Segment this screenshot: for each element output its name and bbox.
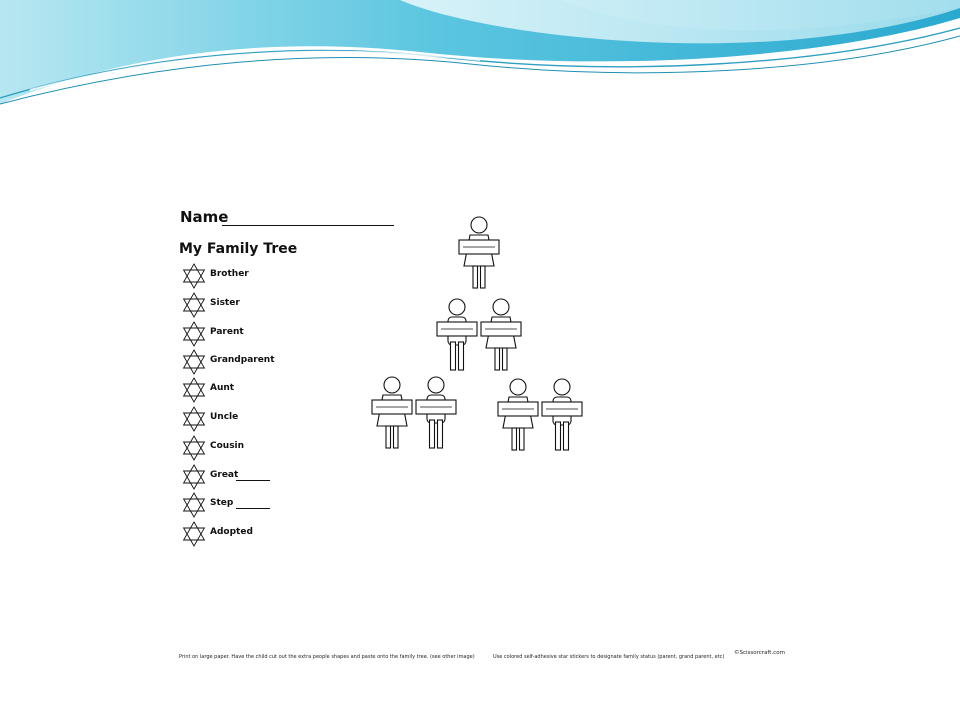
female-figure-icon: [497, 376, 539, 454]
star-of-david-icon: [180, 291, 208, 319]
star-of-david-icon: [180, 520, 208, 548]
name-blank-line: [222, 225, 394, 226]
star-of-david-icon: [180, 405, 208, 433]
name-label: Name: [180, 208, 229, 226]
legend-label: Cousin: [210, 441, 245, 451]
legend-label: Parent: [210, 327, 244, 337]
female-figure-icon: [480, 296, 522, 374]
legend-blank-line: [236, 480, 270, 481]
legend-label: Step: [210, 498, 234, 508]
female-figure-icon: [371, 374, 413, 452]
legend-label: Uncle: [210, 412, 239, 422]
legend-label: Adopted: [210, 527, 253, 537]
male-figure-icon: [415, 374, 457, 452]
star-of-david-icon: [180, 434, 208, 462]
star-of-david-icon: [180, 376, 208, 404]
star-of-david-icon: [180, 348, 208, 376]
legend-label: Great: [210, 470, 239, 480]
star-of-david-icon: [180, 463, 208, 491]
legend-label: Sister: [210, 298, 240, 308]
legend-blank-line: [236, 508, 270, 509]
legend-label: Brother: [210, 269, 249, 279]
star-of-david-icon: [180, 262, 208, 290]
copyright-notice: ©Scissorcraft.com: [734, 650, 785, 656]
star-of-david-icon: [180, 491, 208, 519]
footer-sticker-note: Use colored self-adhesive star stickers to designate family status (parent, grand parent, etc): [493, 654, 725, 660]
male-figure-icon: [436, 296, 478, 374]
family-tree-worksheet: [172, 198, 786, 670]
male-figure-icon: [541, 376, 583, 454]
footer-instructions: Print on large paper. Have the child cut out the extra people shapes and paste onto the family tree. (see other image): [179, 654, 475, 660]
star-of-david-icon: [180, 320, 208, 348]
worksheet-title: My Family Tree: [179, 241, 298, 257]
legend-label: Grandparent: [210, 355, 275, 365]
legend-label: Aunt: [210, 383, 235, 393]
female-figure-icon: [458, 214, 500, 292]
